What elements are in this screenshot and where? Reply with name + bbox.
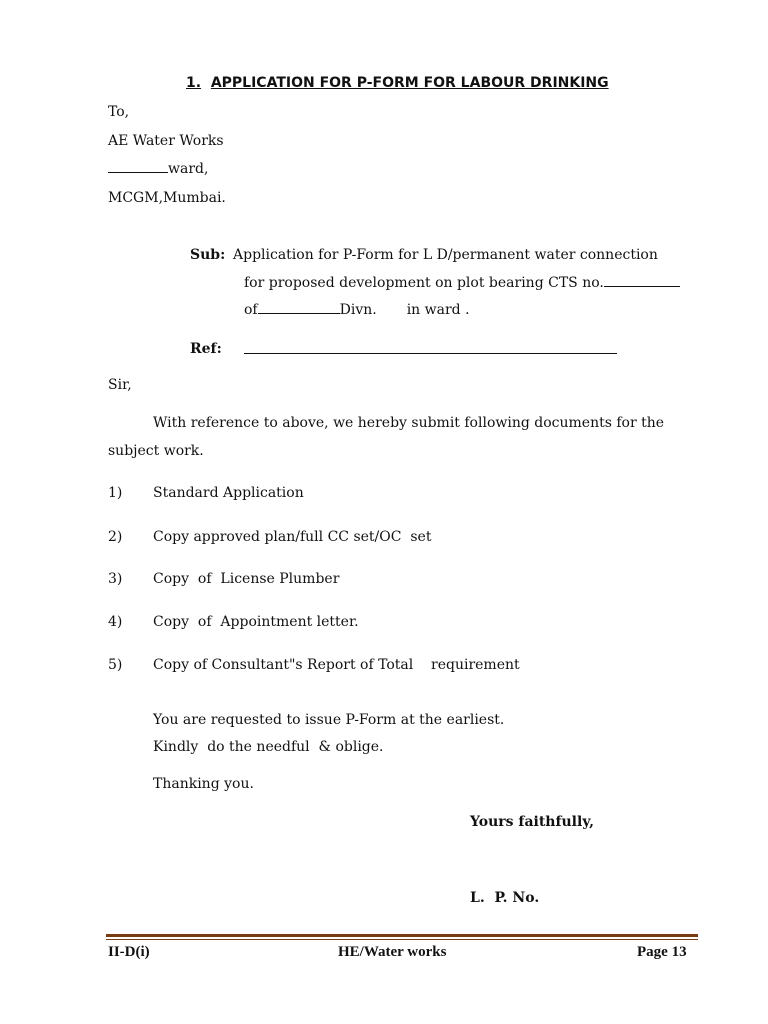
title-text: APPLICATION FOR P-FORM FOR LABOUR DRINKING [210, 75, 609, 91]
list-item-number: 3) [108, 571, 123, 587]
subject-of: of [244, 302, 258, 318]
footer-rule-thin [106, 939, 698, 940]
list-item-text: Standard Application [153, 485, 304, 501]
subject-divn: Divn. [339, 302, 377, 318]
title-number: 1. [186, 75, 202, 91]
document-title [186, 74, 609, 92]
list-item-number: 2) [108, 529, 123, 545]
subject-line1: Application for P-Form for L D/permanent water connection [233, 247, 658, 263]
reference-label: Ref: [190, 341, 222, 357]
list-item-number: 1) [108, 485, 123, 501]
address-line1: AE Water Works [108, 133, 224, 149]
address-ward-line [108, 160, 208, 178]
division-blank [258, 301, 340, 314]
list-item-text: Copy of License Plumber [153, 571, 340, 587]
ward-blank [108, 160, 168, 173]
subject-line2-text: for proposed development on plot bearing CTS no. [244, 275, 604, 291]
thanks-line: Thanking you. [153, 776, 254, 792]
request-line2: Kindly do the needful & oblige. [153, 739, 384, 755]
list-item-number: 5) [108, 657, 123, 673]
subject-ward: in ward . [406, 302, 470, 318]
body-line2: subject work. [108, 443, 204, 459]
subject-label: Sub: [190, 247, 226, 263]
page-number: Page 13 [637, 944, 687, 960]
reference-blank [244, 353, 617, 354]
closing: Yours faithfully, [470, 814, 594, 830]
footer-rule-thick [106, 934, 698, 937]
subject-line2 [244, 274, 680, 292]
list-item-text: Copy of Appointment letter. [153, 614, 359, 630]
list-item-number: 4) [108, 614, 123, 630]
list-item-text: Copy of Consultant"s Report of Total requirement [153, 657, 520, 673]
address-to: To, [108, 104, 130, 120]
list-item-text: Copy approved plan/full CC set/OC set [153, 529, 432, 545]
body-line1: With reference to above, we hereby submit following documents for the [153, 415, 665, 431]
cts-blank [604, 274, 680, 287]
footer-section: II-D(i) [108, 944, 150, 960]
request-line1: You are requested to issue P-Form at the earliest. [153, 712, 505, 728]
subject-line3 [244, 301, 470, 319]
footer-department: HE/Water works [338, 944, 447, 960]
address-line3: MCGM,Mumbai. [108, 190, 226, 206]
signature-lp-no: L. P. No. [470, 890, 540, 906]
ward-label: ward, [168, 161, 209, 177]
salutation: Sir, [108, 377, 132, 393]
